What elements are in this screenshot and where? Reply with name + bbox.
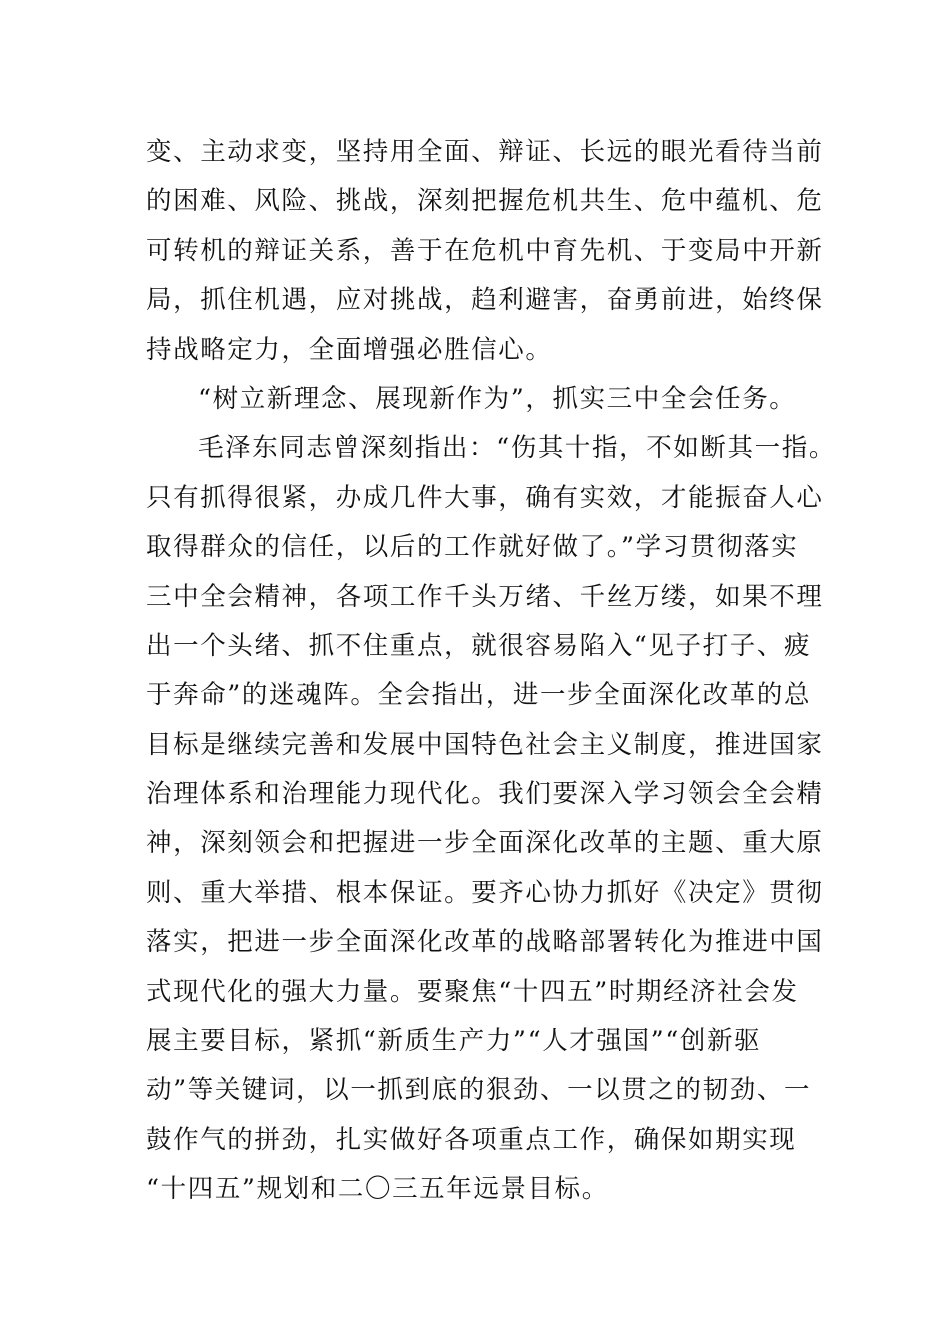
text-line: 神，深刻领会和把握进一步全面深化改革的主题、重大原 [146,828,824,859]
text-line: 展主要目标，紧抓“新质生产力”“人才强国”“创新驱 [146,1026,762,1057]
text-line: 目标是继续完善和发展中国特色社会主义制度，推进国家 [146,729,824,760]
text-line: 只有抓得很紧，办成几件大事，确有实效，才能振奋人心 [146,482,824,513]
text-line: 局，抓住机遇，应对挑战，趋利避害，奋勇前进，始终保 [146,285,824,316]
body-text [146,128,836,1215]
text-line: 鼓作气的拼劲，扎实做好各项重点工作，确保如期实现 [146,1124,797,1155]
text-line: 持战略定力，全面增强必胜信心。 [146,334,553,365]
text-line: 三中全会精神，各项工作千头万绪、千丝万缕，如果不理 [146,581,824,612]
text-line: 变、主动求变，坚持用全面、辩证、长远的眼光看待当前 [146,137,824,167]
text-line: 可转机的辩证关系，善于在危机中育先机、于变局中开新 [146,235,824,266]
text-line: “十四五”规划和二〇三五年远景目标。 [146,1174,609,1205]
text-line: 式现代化的强大力量。要聚焦“十四五”时期经济社会发 [146,976,799,1007]
text-line: 于奔命”的迷魂阵。全会指出，进一步全面深化改革的总 [146,680,812,711]
paragraph-start: 毛泽东同志曾深刻指出：“伤其十指，不如断其一指。 [198,433,836,464]
text-line: 则、重大举措、根本保证。要齐心协力抓好《决定》贯彻 [146,877,824,908]
text-line: 动”等关键词，以一抓到底的狠劲、一以贯之的韧劲、一 [146,1075,812,1106]
text-line: 取得群众的信任，以后的工作就好做了。”学习贯彻落实 [146,532,799,563]
text-line: 的困难、风险、挑战，深刻把握危机共生、危中蕴机、危 [146,186,824,217]
text-line: 治理体系和治理能力现代化。我们要深入学习领会全会精 [146,779,824,810]
text-line: 落实，把进一步全面深化改革的战略部署转化为推进中国 [146,927,824,958]
text-line: 出一个头绪、抓不住重点，就很容易陷入“见子打子、疲 [146,630,812,661]
section-heading: “树立新理念、展现新作为”，抓实三中全会任务。 [198,383,797,414]
